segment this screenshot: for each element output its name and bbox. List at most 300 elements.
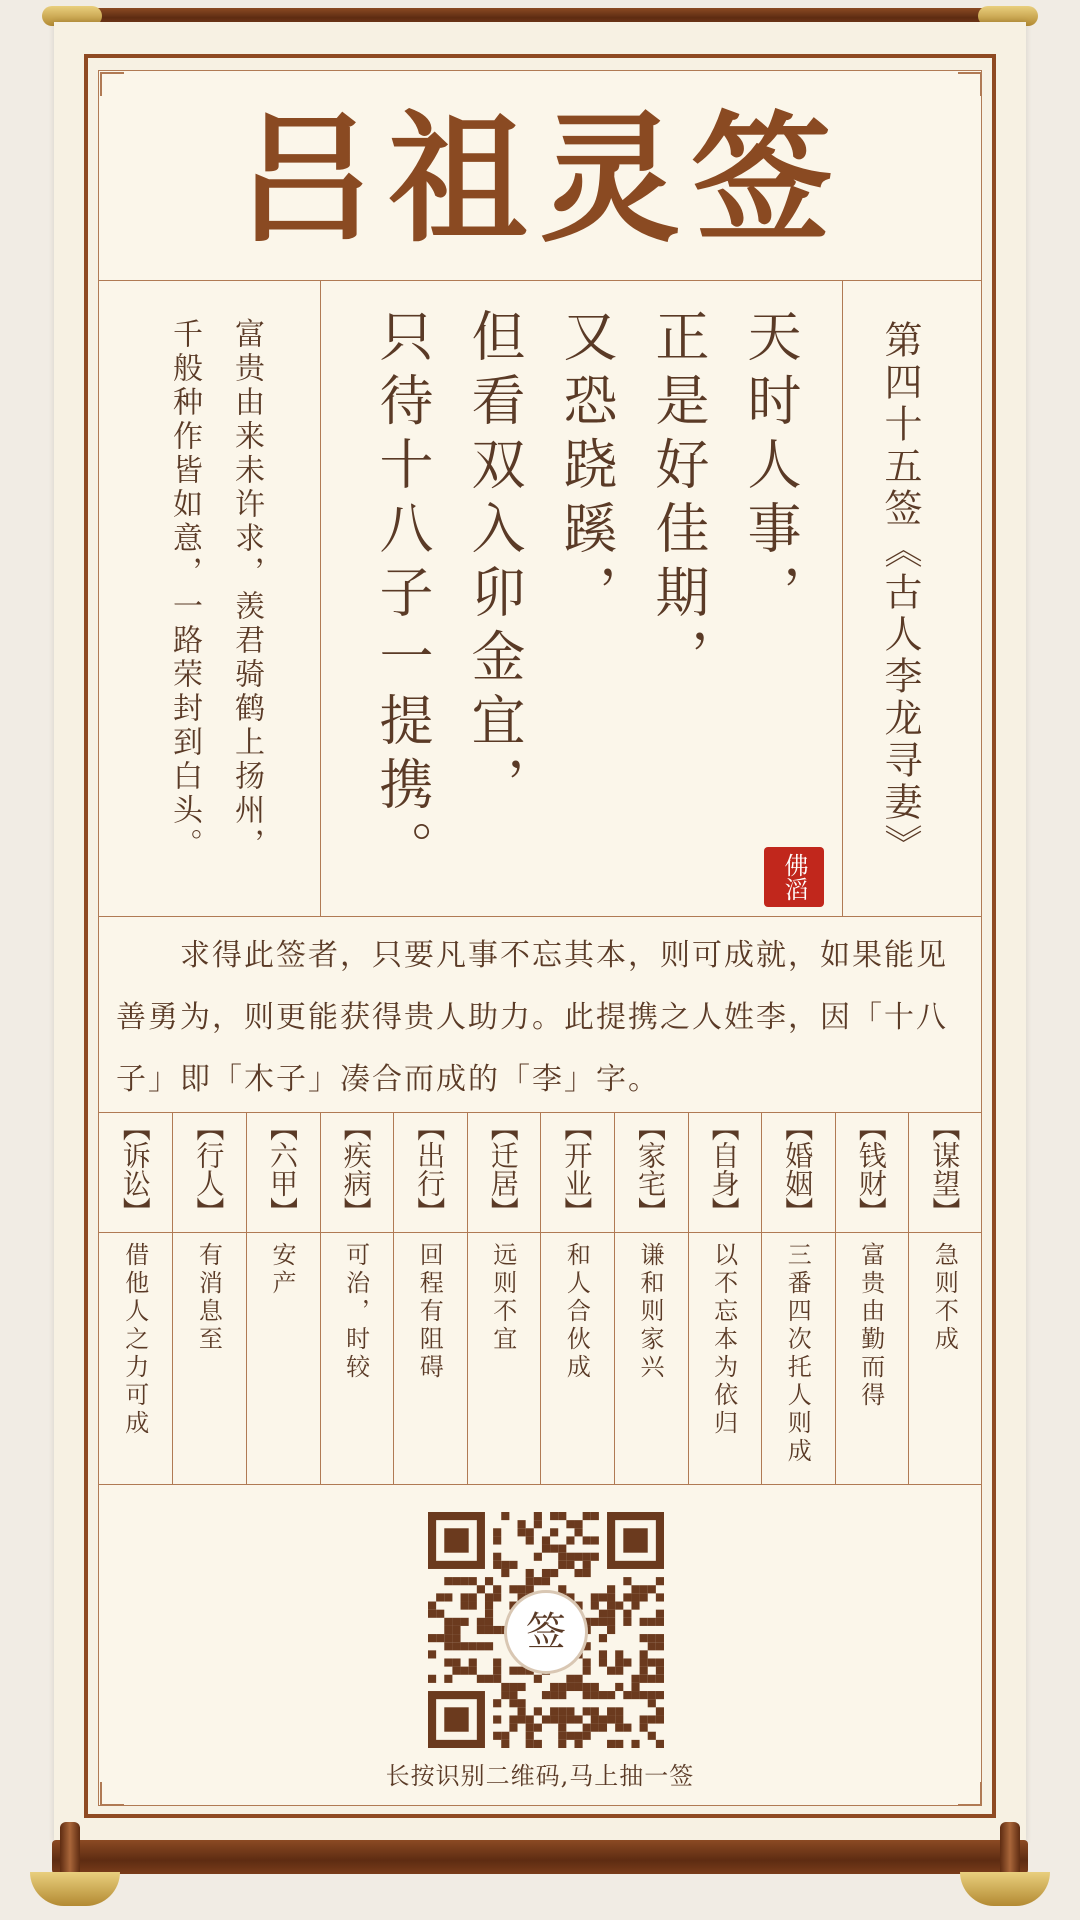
qr-module bbox=[656, 1642, 664, 1650]
qr-module bbox=[566, 1536, 574, 1544]
qr-module bbox=[493, 1715, 501, 1723]
category-label: 【六甲】 bbox=[266, 1113, 299, 1225]
qr-module bbox=[485, 1577, 493, 1585]
qr-module bbox=[656, 1658, 664, 1666]
qr-module bbox=[534, 1553, 542, 1561]
category-column bbox=[172, 1110, 244, 1486]
qr-module bbox=[591, 1602, 599, 1610]
qr-module bbox=[640, 1658, 648, 1666]
qr-module bbox=[493, 1593, 501, 1601]
category-value: 有消息至 bbox=[194, 1242, 223, 1354]
category-label: 【出行】 bbox=[413, 1113, 447, 1225]
category-value: 三番四次托人则成 bbox=[783, 1242, 812, 1466]
qr-module bbox=[574, 1675, 582, 1683]
qr-module bbox=[501, 1512, 509, 1520]
qr-module bbox=[648, 1715, 656, 1723]
qr-module bbox=[444, 1577, 452, 1585]
category-value: 以不忘本为依归 bbox=[709, 1242, 738, 1438]
qr-module bbox=[518, 1707, 526, 1715]
qr-module bbox=[615, 1707, 623, 1715]
qr-module bbox=[509, 1699, 517, 1707]
divider bbox=[320, 1112, 321, 1484]
qr-module bbox=[477, 1626, 485, 1634]
qr-module bbox=[656, 1740, 664, 1748]
qr-module bbox=[640, 1585, 648, 1593]
qr-module bbox=[518, 1528, 526, 1536]
divider bbox=[761, 1112, 762, 1484]
qr-module bbox=[648, 1732, 656, 1740]
qr-module bbox=[583, 1683, 591, 1691]
qr-module bbox=[526, 1536, 534, 1544]
poem-line: 又恐跷蹊， bbox=[555, 308, 618, 628]
qr-module bbox=[558, 1553, 566, 1561]
qr-module bbox=[566, 1707, 574, 1715]
qr-module bbox=[583, 1707, 591, 1715]
qr-module bbox=[436, 1610, 444, 1618]
qr-module bbox=[558, 1724, 566, 1732]
qr-module bbox=[615, 1715, 623, 1723]
qr-module bbox=[452, 1667, 460, 1675]
qr-module bbox=[656, 1577, 664, 1585]
category-column bbox=[908, 1110, 980, 1486]
qr-module bbox=[640, 1724, 648, 1732]
qr-module bbox=[648, 1699, 656, 1707]
divider bbox=[835, 1112, 836, 1484]
qr-module bbox=[607, 1715, 615, 1723]
qr-module bbox=[444, 1634, 452, 1642]
qr-module bbox=[558, 1545, 566, 1553]
qr-module bbox=[599, 1610, 607, 1618]
category-label: 【开业】 bbox=[560, 1113, 594, 1225]
qr-module bbox=[607, 1610, 615, 1618]
qr-module bbox=[623, 1691, 631, 1699]
category-value: 借他人之力可成 bbox=[120, 1242, 149, 1438]
page-title: 吕祖灵签 bbox=[235, 98, 844, 262]
qr-module bbox=[444, 1658, 452, 1666]
qr-module bbox=[656, 1691, 664, 1699]
explanation-text: 求得此签者，只要凡事不忘其本，则可成就，如果能见善勇为，则更能获得贵人助力。此提携之人姓李，因「十八子」即「木子」凑合而成的「李」字。 bbox=[116, 938, 948, 1097]
divider bbox=[320, 280, 321, 916]
qr-module bbox=[591, 1724, 599, 1732]
qr-module bbox=[631, 1585, 639, 1593]
qr-module bbox=[599, 1593, 607, 1601]
category-column bbox=[246, 1110, 318, 1486]
qr-module bbox=[461, 1642, 469, 1650]
qr-module bbox=[485, 1642, 493, 1650]
qr-module bbox=[534, 1740, 542, 1748]
qr-module bbox=[599, 1691, 607, 1699]
scroll-bottom-right-foot bbox=[960, 1872, 1050, 1906]
qr-module bbox=[501, 1683, 509, 1691]
qr-module bbox=[493, 1585, 501, 1593]
qr-module bbox=[493, 1699, 501, 1707]
qr-module bbox=[599, 1658, 607, 1666]
qr-module bbox=[452, 1634, 460, 1642]
qr-module bbox=[631, 1691, 639, 1699]
qr-module bbox=[656, 1593, 664, 1601]
qr-module bbox=[599, 1650, 607, 1658]
qr-module bbox=[631, 1683, 639, 1691]
qr-module bbox=[558, 1732, 566, 1740]
qr-module bbox=[574, 1683, 582, 1691]
qr-module bbox=[623, 1593, 631, 1601]
qr-module bbox=[428, 1650, 436, 1658]
qr-caption: 长按识别二维码,马上抽一签 bbox=[385, 1762, 695, 1790]
qr-module bbox=[583, 1569, 591, 1577]
qr-module bbox=[534, 1724, 542, 1732]
qr-module bbox=[623, 1618, 631, 1626]
qr-module bbox=[640, 1593, 648, 1601]
qr-module bbox=[566, 1715, 574, 1723]
qr-module bbox=[648, 1634, 656, 1642]
qr-module bbox=[550, 1715, 558, 1723]
category-label: 【谋望】 bbox=[928, 1113, 962, 1225]
qr-module bbox=[461, 1667, 469, 1675]
category-label: 【行人】 bbox=[192, 1113, 226, 1225]
qr-module bbox=[648, 1585, 656, 1593]
qr-module bbox=[493, 1626, 501, 1634]
qr-module bbox=[469, 1658, 477, 1666]
qr-module bbox=[452, 1577, 460, 1585]
qr-module bbox=[583, 1553, 591, 1561]
qr-module bbox=[485, 1593, 493, 1601]
qr-module bbox=[493, 1536, 501, 1544]
qr-module bbox=[607, 1602, 615, 1610]
qr-module bbox=[534, 1675, 542, 1683]
qr-module bbox=[542, 1545, 550, 1553]
qr-module bbox=[526, 1740, 534, 1748]
qr-module bbox=[607, 1691, 615, 1699]
qr-module bbox=[640, 1667, 648, 1675]
seal-stamp: 佛滔 bbox=[764, 847, 824, 907]
qr-module bbox=[607, 1618, 615, 1626]
qr-module bbox=[615, 1650, 623, 1658]
qr-module bbox=[591, 1715, 599, 1723]
qr-module bbox=[615, 1683, 623, 1691]
qr-module bbox=[615, 1602, 623, 1610]
category-column bbox=[540, 1110, 612, 1486]
qr-module bbox=[534, 1577, 542, 1585]
qr-module bbox=[550, 1569, 558, 1577]
divider bbox=[614, 1112, 615, 1484]
poem-line: 只待十八子一提携。 bbox=[371, 308, 434, 884]
qr-module bbox=[501, 1561, 509, 1569]
category-label: 【自身】 bbox=[707, 1113, 741, 1225]
qr-module bbox=[469, 1577, 477, 1585]
qr-module bbox=[485, 1675, 493, 1683]
qr-module bbox=[583, 1724, 591, 1732]
category-label: 【诉讼】 bbox=[118, 1113, 152, 1225]
qr-module bbox=[615, 1740, 623, 1748]
qr-module bbox=[640, 1675, 648, 1683]
qr-module bbox=[591, 1691, 599, 1699]
qr-module bbox=[493, 1675, 501, 1683]
divider bbox=[172, 1112, 173, 1484]
qr-module bbox=[452, 1618, 460, 1626]
qr-module bbox=[518, 1715, 526, 1723]
qr-module bbox=[615, 1658, 623, 1666]
qr-module bbox=[477, 1642, 485, 1650]
qr-finder bbox=[623, 1528, 647, 1552]
qr-module bbox=[623, 1577, 631, 1585]
divider bbox=[467, 1112, 468, 1484]
sign-story: 《古人李龙寻妻》 bbox=[878, 530, 922, 866]
qr-module bbox=[607, 1707, 615, 1715]
qr-module bbox=[550, 1707, 558, 1715]
qr-module bbox=[566, 1732, 574, 1740]
qr-module bbox=[607, 1626, 615, 1634]
qr-module bbox=[509, 1585, 517, 1593]
qr-module bbox=[428, 1675, 436, 1683]
qr-module bbox=[542, 1691, 550, 1699]
qr-module bbox=[428, 1602, 436, 1610]
qr-module bbox=[485, 1626, 493, 1634]
qr-module bbox=[469, 1593, 477, 1601]
qr-module bbox=[534, 1707, 542, 1715]
qr-module bbox=[509, 1667, 517, 1675]
qr-module bbox=[444, 1642, 452, 1650]
qr-module bbox=[493, 1553, 501, 1561]
qr-module bbox=[428, 1634, 436, 1642]
category-column bbox=[614, 1110, 686, 1486]
divider bbox=[98, 280, 982, 281]
category-label: 【疾病】 bbox=[339, 1113, 373, 1225]
qr-module bbox=[615, 1724, 623, 1732]
qr-module bbox=[656, 1715, 664, 1723]
qr-module bbox=[640, 1618, 648, 1626]
qr-module bbox=[574, 1715, 582, 1723]
qr-module bbox=[558, 1561, 566, 1569]
qr-module bbox=[518, 1585, 526, 1593]
qr-module bbox=[583, 1667, 591, 1675]
qr-module bbox=[469, 1667, 477, 1675]
category-value: 安产 bbox=[268, 1242, 296, 1298]
qr-module bbox=[542, 1536, 550, 1544]
qr-module bbox=[599, 1715, 607, 1723]
qr-module bbox=[631, 1593, 639, 1601]
qr-module bbox=[574, 1553, 582, 1561]
divider bbox=[98, 916, 982, 917]
sign-number: 第四十五签 bbox=[878, 320, 922, 530]
qr-module bbox=[477, 1585, 485, 1593]
divider bbox=[842, 280, 843, 916]
category-value: 回程有阻碍 bbox=[415, 1242, 444, 1382]
divider bbox=[246, 1112, 247, 1484]
qr-module bbox=[566, 1520, 574, 1528]
qr-module bbox=[607, 1667, 615, 1675]
qr-module bbox=[591, 1536, 599, 1544]
qr-module bbox=[493, 1561, 501, 1569]
qr-module bbox=[656, 1610, 664, 1618]
qr-module bbox=[607, 1740, 615, 1748]
qr-module bbox=[648, 1642, 656, 1650]
qr-module bbox=[452, 1642, 460, 1650]
qr-module bbox=[461, 1618, 469, 1626]
category-value: 可治，时较 bbox=[341, 1242, 370, 1382]
qr-module bbox=[591, 1512, 599, 1520]
qr-module bbox=[493, 1667, 501, 1675]
qr-module bbox=[599, 1724, 607, 1732]
qr-module bbox=[558, 1707, 566, 1715]
qr-module bbox=[428, 1610, 436, 1618]
qr-module bbox=[485, 1610, 493, 1618]
qr-module bbox=[583, 1732, 591, 1740]
qr-module bbox=[509, 1724, 517, 1732]
qr-module bbox=[640, 1715, 648, 1723]
category-column bbox=[467, 1110, 539, 1486]
qr-module bbox=[550, 1512, 558, 1520]
qr-module bbox=[574, 1520, 582, 1528]
divider bbox=[540, 1112, 541, 1484]
qr-module bbox=[574, 1732, 582, 1740]
qr-module bbox=[534, 1512, 542, 1520]
qr-module bbox=[461, 1602, 469, 1610]
qr-module bbox=[615, 1667, 623, 1675]
category-column bbox=[320, 1110, 392, 1486]
qr-module bbox=[583, 1658, 591, 1666]
qr-module bbox=[509, 1691, 517, 1699]
scroll-bottom-left-foot bbox=[30, 1872, 120, 1906]
qr-module bbox=[452, 1626, 460, 1634]
qr-module bbox=[566, 1675, 574, 1683]
qr-center-badge: 签 bbox=[504, 1590, 588, 1674]
qr-module bbox=[509, 1715, 517, 1723]
qr-module bbox=[542, 1577, 550, 1585]
poem-line: 但看双入卯金宜， bbox=[463, 308, 526, 820]
qr-finder bbox=[444, 1528, 468, 1552]
qr-module bbox=[591, 1683, 599, 1691]
qr-module bbox=[542, 1715, 550, 1723]
side-verse-line: 千般种作皆如意，一路荣封到白头。 bbox=[167, 318, 202, 862]
qr-module bbox=[656, 1667, 664, 1675]
qr-module bbox=[526, 1528, 534, 1536]
qr-module bbox=[648, 1675, 656, 1683]
qr-module bbox=[566, 1683, 574, 1691]
category-column bbox=[99, 1110, 171, 1486]
qr-module bbox=[509, 1561, 517, 1569]
qr-module bbox=[501, 1732, 509, 1740]
category-value: 富贵由勤而得 bbox=[856, 1242, 885, 1410]
qr-module bbox=[591, 1593, 599, 1601]
qr-module bbox=[583, 1561, 591, 1569]
poem-line: 天时人事， bbox=[739, 308, 802, 628]
qr-module bbox=[607, 1593, 615, 1601]
qr-module bbox=[436, 1593, 444, 1601]
qr-module bbox=[452, 1658, 460, 1666]
qr-module bbox=[591, 1618, 599, 1626]
qr-module bbox=[648, 1691, 656, 1699]
qr-module bbox=[518, 1683, 526, 1691]
category-column bbox=[761, 1110, 833, 1486]
category-label: 【家宅】 bbox=[634, 1113, 667, 1225]
qr-module bbox=[493, 1528, 501, 1536]
qr-finder bbox=[444, 1707, 468, 1731]
category-column bbox=[835, 1110, 907, 1486]
divider bbox=[908, 1112, 909, 1484]
qr-module bbox=[444, 1675, 452, 1683]
qr-module bbox=[477, 1618, 485, 1626]
qr-module bbox=[501, 1569, 509, 1577]
category-label: 【钱财】 bbox=[854, 1113, 888, 1225]
qr-module bbox=[550, 1683, 558, 1691]
qr-module bbox=[631, 1602, 639, 1610]
qr-module bbox=[485, 1602, 493, 1610]
qr-module bbox=[526, 1569, 534, 1577]
divider bbox=[688, 1112, 689, 1484]
qr-module bbox=[558, 1512, 566, 1520]
qr-module bbox=[631, 1675, 639, 1683]
qr-module bbox=[461, 1593, 469, 1601]
sign-heading bbox=[870, 320, 930, 900]
qr-module bbox=[656, 1707, 664, 1715]
qr-module bbox=[640, 1691, 648, 1699]
qr-module bbox=[436, 1634, 444, 1642]
qr-module bbox=[550, 1691, 558, 1699]
category-value: 远则不宜 bbox=[488, 1242, 517, 1354]
qr-module bbox=[526, 1715, 534, 1723]
qr-module bbox=[648, 1658, 656, 1666]
qr-module bbox=[518, 1699, 526, 1707]
category-label: 【婚姻】 bbox=[781, 1113, 815, 1225]
category-column bbox=[393, 1110, 465, 1486]
qr-module bbox=[469, 1642, 477, 1650]
qr-module bbox=[583, 1691, 591, 1699]
qr-module bbox=[623, 1658, 631, 1666]
qr-module bbox=[477, 1675, 485, 1683]
qr-module bbox=[501, 1691, 509, 1699]
category-label: 【迁居】 bbox=[486, 1113, 520, 1225]
qr-module bbox=[526, 1732, 534, 1740]
category-value: 和人合伙成 bbox=[562, 1242, 591, 1382]
qr-module bbox=[493, 1732, 501, 1740]
qr-module bbox=[485, 1618, 493, 1626]
category-value: 谦和则家兴 bbox=[636, 1242, 664, 1382]
qr-module bbox=[574, 1528, 582, 1536]
qr-module bbox=[656, 1675, 664, 1683]
qr-module bbox=[599, 1634, 607, 1642]
category-value: 急则不成 bbox=[930, 1242, 959, 1354]
qr-module bbox=[656, 1634, 664, 1642]
qr-module bbox=[648, 1618, 656, 1626]
qr-module bbox=[656, 1618, 664, 1626]
qr-module bbox=[566, 1561, 574, 1569]
qr-module bbox=[526, 1724, 534, 1732]
qr-module bbox=[461, 1577, 469, 1585]
qr-module bbox=[550, 1528, 558, 1536]
qr-module bbox=[583, 1536, 591, 1544]
qr-module bbox=[518, 1520, 526, 1528]
qr-module bbox=[550, 1545, 558, 1553]
qr-module bbox=[640, 1650, 648, 1658]
qr-module bbox=[558, 1691, 566, 1699]
qr-module bbox=[501, 1740, 509, 1748]
qr-module bbox=[631, 1740, 639, 1748]
qr-module bbox=[591, 1553, 599, 1561]
qr-module bbox=[493, 1658, 501, 1666]
category-column bbox=[688, 1110, 760, 1486]
qr-module bbox=[574, 1569, 582, 1577]
qr-module bbox=[526, 1577, 534, 1585]
qr-module bbox=[640, 1634, 648, 1642]
qr-module bbox=[542, 1569, 550, 1577]
qr-module bbox=[607, 1585, 615, 1593]
qr-module bbox=[469, 1602, 477, 1610]
qr-module bbox=[623, 1610, 631, 1618]
divider bbox=[393, 1112, 394, 1484]
qr-module bbox=[574, 1740, 582, 1748]
scroll-bottom-rod bbox=[52, 1840, 1028, 1874]
qr-module bbox=[558, 1715, 566, 1723]
